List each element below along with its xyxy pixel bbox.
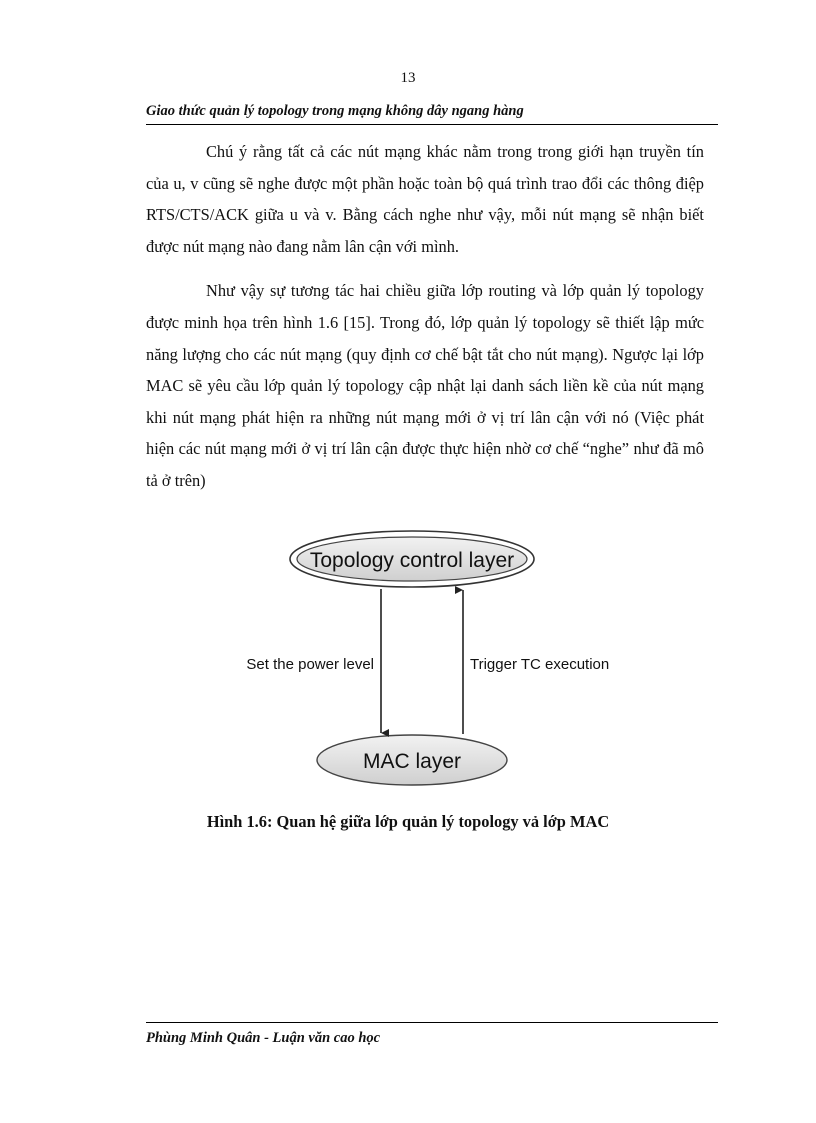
running-header: Giao thức quản lý topology trong mạng không dây ngang hàng	[146, 103, 524, 119]
figure-layer-diagram	[246, 522, 610, 800]
mac-layer-node	[317, 735, 507, 785]
topology-control-layer-node	[290, 531, 534, 587]
header-rule	[146, 124, 718, 125]
figure-caption: Hình 1.6: Quan hệ giữa lớp quản lý topology vả lớp MAC	[206, 812, 610, 831]
footer-rule	[146, 1022, 718, 1023]
topology-control-layer-label: Topology control layer	[309, 549, 515, 572]
body-text	[146, 136, 704, 497]
trigger-tc-label: Trigger TC execution	[470, 656, 610, 673]
mac-layer-label: MAC layer	[362, 750, 462, 773]
paragraph-1: Chú ý rằng tất cả các nút mạng khác nằm trong trong giới hạn truyền tín của u, v cũng sẽ nghe được một phần hoặc toàn bộ quá trình trao đổi các thông điệp RTS/CTS/ACK giữa u và v. Bằng cách nghe như vậy, mỗi nút mạng sẽ nhận biết được nút mạng nào đang nằm lân cận với mình.	[146, 142, 704, 256]
footer-text: Phùng Minh Quân - Luận văn cao học	[146, 1030, 381, 1046]
set-power-level-label: Set the power level	[246, 656, 374, 673]
paragraph-2: Như vậy sự tương tác hai chiều giữa lớp routing và lớp quản lý topology được minh họa trên hình 1.6 [15]. Trong đó, lớp quản lý topology sẽ thiết lập mức năng lượng cho các nút mạng (quy định cơ chế bật tắt cho nút mạng). Ngược lại lớp MAC sẽ yêu cầu lớp quản lý topology cập nhật lại danh sách liền kề của nút mạng khi nút mạng phát hiện ra những nút mạng mới ở vị trí lân cận với nó (Việc phát hiện các nút mạng mới ở vị trí lân cận được thực hiện nhờ cơ chế “nghe” như đã mô tả ở trên)	[146, 281, 704, 490]
page-number: 13	[400, 70, 416, 86]
